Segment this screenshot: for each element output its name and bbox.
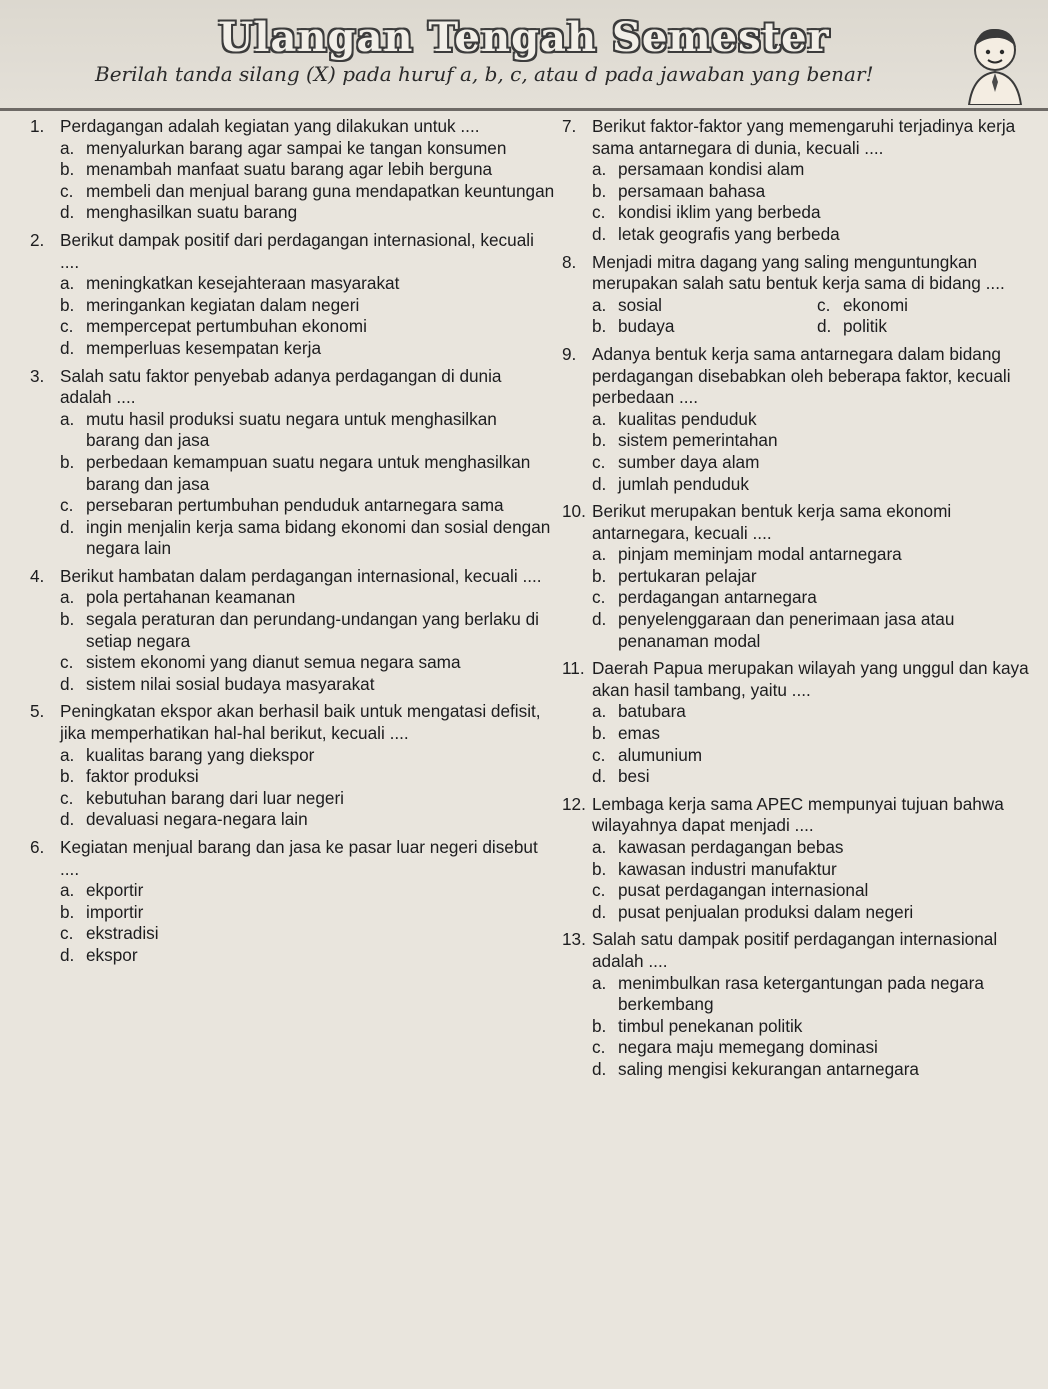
option-d[interactable] — [592, 609, 1042, 652]
option-a[interactable] — [60, 409, 555, 452]
option-c[interactable] — [60, 181, 555, 203]
option-letter: a. — [592, 544, 607, 565]
option-a[interactable] — [592, 973, 1042, 1016]
option-text: menyalurkan barang agar sampai ke tangan konsumen — [86, 137, 507, 158]
option-b[interactable] — [592, 316, 817, 338]
question-stem: Berikut dampak positif dari perdagangan internasional, kecuali .... — [60, 229, 534, 272]
question-number: 6. — [30, 837, 45, 857]
option-letter: a. — [592, 972, 607, 993]
option-b[interactable] — [60, 295, 555, 317]
question-number: 12. — [562, 793, 586, 814]
option-text: sumber daya alam — [618, 451, 760, 472]
option-text: kondisi iklim yang berbeda — [618, 202, 821, 223]
option-b[interactable] — [592, 1016, 1042, 1038]
boy-mascot-icon — [955, 20, 1035, 105]
question-12 — [562, 794, 1042, 924]
option-text: menghasilkan suatu barang — [86, 202, 298, 223]
question-13 — [562, 929, 1042, 1080]
option-d[interactable] — [60, 809, 555, 831]
option-c[interactable] — [592, 202, 1042, 224]
question-stem: Daerah Papua merupakan wilayah yang unggul dan kaya akan hasil tambang, yaitu .... — [592, 658, 1029, 700]
question-4 — [30, 566, 555, 696]
option-d[interactable] — [60, 945, 555, 967]
option-b[interactable] — [60, 902, 555, 924]
question-stem: Kegiatan menjual barang dan jasa ke pasar luar negeri disebut .... — [60, 837, 538, 879]
question-number: 3. — [30, 365, 45, 386]
option-text: ekportir — [86, 880, 144, 901]
option-letter: a. — [592, 837, 607, 857]
question-number: 7. — [562, 116, 577, 136]
options-grid — [592, 295, 1042, 338]
option-text: alumunium — [618, 744, 703, 765]
question-stem: Berikut hambatan dalam perdagangan internasional, kecuali .... — [60, 565, 542, 586]
option-c[interactable] — [592, 745, 1042, 767]
question-stem: Menjadi mitra dagang yang saling menguntungkan merupakan salah satu bentuk kerja sama di bidang .... — [592, 251, 1005, 294]
option-text: ingin menjalin kerja sama bidang ekonomi dan sosial dengan negara lain — [86, 516, 551, 559]
question-number: 11. — [562, 658, 585, 679]
option-a[interactable] — [60, 138, 555, 160]
option-c[interactable] — [592, 452, 1042, 474]
option-b[interactable] — [592, 566, 1042, 588]
option-text: perbedaan kemampuan suatu negara untuk menghasilkan barang dan jasa — [86, 451, 531, 494]
option-b[interactable] — [592, 859, 1042, 881]
option-letter: c. — [592, 1037, 606, 1058]
option-letter: c. — [60, 787, 74, 808]
option-letter: d. — [592, 609, 607, 630]
option-letter: a. — [60, 137, 75, 158]
option-c[interactable] — [60, 652, 555, 674]
option-letter: b. — [60, 901, 75, 922]
question-5 — [30, 701, 555, 831]
option-d[interactable] — [60, 517, 555, 560]
question-3 — [30, 366, 555, 560]
option-letter: c. — [592, 202, 606, 223]
option-c[interactable] — [60, 923, 555, 945]
option-text: importir — [86, 901, 144, 922]
option-a[interactable] — [592, 701, 1042, 723]
question-number: 5. — [30, 701, 45, 722]
option-c[interactable] — [817, 295, 1042, 317]
question-10 — [562, 501, 1042, 652]
option-text: jumlah penduduk — [618, 473, 749, 494]
option-letter: a. — [592, 294, 607, 315]
option-letter: b. — [60, 294, 75, 315]
option-letter: b. — [60, 766, 75, 787]
option-letter: a. — [592, 701, 607, 722]
option-letter: c. — [60, 923, 74, 944]
option-letter: c. — [60, 180, 74, 201]
question-number: 1. — [30, 116, 45, 136]
option-text: penyelenggaraan dan penerimaan jasa atau penanaman modal — [618, 609, 955, 651]
option-text: mempercepat pertumbuhan ekonomi — [86, 316, 367, 337]
option-text: pusat penjualan produksi dalam negeri — [618, 901, 914, 922]
option-text: timbul penekanan politik — [618, 1015, 803, 1036]
option-letter: c. — [60, 652, 74, 673]
option-text: menambah manfaat suatu barang agar lebih berguna — [86, 159, 493, 180]
option-c[interactable] — [60, 495, 555, 517]
option-d[interactable] — [592, 224, 1042, 246]
option-letter: c. — [817, 294, 831, 315]
question-6 — [30, 837, 555, 967]
option-a[interactable] — [60, 273, 555, 295]
option-letter: c. — [592, 744, 606, 765]
option-d[interactable] — [60, 674, 555, 696]
option-letter: a. — [60, 273, 75, 294]
option-d[interactable] — [592, 766, 1042, 788]
option-letter: a. — [592, 159, 607, 180]
option-text: mutu hasil produksi suatu negara untuk menghasilkan barang dan jasa — [86, 408, 497, 451]
option-letter: b. — [60, 609, 75, 630]
option-text: persebaran pertumbuhan penduduk antarnegara sama — [86, 495, 504, 516]
option-b[interactable] — [592, 430, 1042, 452]
option-letter: d. — [60, 944, 75, 965]
option-text: batubara — [618, 701, 686, 722]
option-text: persamaan bahasa — [618, 180, 766, 201]
question-stem: Berikut merupakan bentuk kerja sama ekonomi antarnegara, kecuali .... — [592, 501, 952, 543]
option-c[interactable] — [60, 316, 555, 338]
question-number: 2. — [30, 229, 45, 250]
option-a[interactable] — [592, 544, 1042, 566]
option-text: kualitas penduduk — [618, 408, 757, 429]
option-text: memperluas kesempatan kerja — [86, 337, 322, 358]
option-c[interactable] — [592, 587, 1042, 609]
option-text: sosial — [618, 294, 662, 315]
option-letter: d. — [60, 516, 75, 537]
question-9 — [562, 344, 1042, 495]
option-a[interactable] — [60, 587, 555, 609]
option-d[interactable] — [592, 1059, 1042, 1081]
question-stem: Lembaga kerja sama APEC mempunyai tujuan bahwa wilayahnya dapat menjadi .... — [592, 793, 1004, 836]
option-text: perdagangan antarnegara — [618, 587, 817, 608]
option-text: persamaan kondisi alam — [618, 159, 805, 180]
option-letter: d. — [592, 223, 607, 244]
option-a[interactable] — [60, 745, 555, 767]
option-letter: b. — [60, 159, 75, 180]
option-text: pola pertahanan keamanan — [86, 587, 296, 608]
option-d[interactable] — [817, 316, 1042, 338]
option-text: kebutuhan barang dari luar negeri — [86, 787, 344, 808]
option-text: ekonomi — [843, 294, 908, 315]
instruction-text: Berilah tanda silang (X) pada huruf a, b, c, atau d pada jawaban yang benar! — [95, 62, 874, 86]
option-letter: b. — [592, 565, 607, 586]
question-2 — [30, 230, 555, 360]
option-text: kualitas barang yang diekspor — [86, 744, 315, 765]
option-letter: c. — [592, 880, 606, 901]
option-text: budaya — [618, 316, 675, 337]
option-c[interactable] — [592, 880, 1042, 902]
option-d[interactable] — [60, 202, 555, 224]
option-text: pinjam meminjam modal antarnegara — [618, 544, 902, 565]
option-letter: a. — [592, 408, 607, 429]
option-letter: d. — [592, 766, 607, 787]
option-letter: c. — [60, 495, 74, 516]
option-letter: d. — [60, 673, 75, 694]
option-text: sistem nilai sosial budaya masyarakat — [86, 673, 375, 694]
option-text: faktor produksi — [86, 766, 199, 787]
option-letter: b. — [592, 430, 607, 451]
question-stem: Berikut faktor-faktor yang memengaruhi terjadinya kerja sama antarnegara di dunia, kecuali .... — [592, 116, 1016, 158]
option-text: sistem ekonomi yang dianut semua negara sama — [86, 652, 461, 673]
option-a[interactable] — [592, 409, 1042, 431]
question-number: 13. — [562, 929, 586, 950]
option-letter: a. — [60, 587, 75, 608]
question-1 — [30, 116, 555, 224]
option-text: emas — [618, 723, 661, 744]
option-d[interactable] — [60, 338, 555, 360]
option-letter: d. — [592, 901, 607, 922]
option-letter: b. — [592, 723, 607, 744]
option-d[interactable] — [592, 474, 1042, 496]
option-b[interactable] — [60, 609, 555, 652]
option-letter: d. — [60, 809, 75, 830]
questions-right-column — [562, 116, 1042, 1081]
option-b[interactable] — [592, 723, 1042, 745]
option-letter: b. — [60, 451, 75, 472]
option-letter: b. — [592, 858, 607, 879]
option-letter: b. — [592, 316, 607, 337]
option-text: ekspor — [86, 944, 138, 965]
option-text: menimbulkan rasa ketergantungan pada negara berkembang — [618, 972, 984, 1015]
option-a[interactable] — [592, 159, 1042, 181]
option-letter: a. — [60, 408, 75, 429]
option-text: devaluasi negara-negara lain — [86, 809, 308, 830]
option-text: segala peraturan dan perundang-undangan yang berlaku di setiap negara — [86, 609, 539, 651]
option-letter: d. — [592, 473, 607, 494]
option-text: besi — [618, 766, 650, 787]
option-text: ekstradisi — [86, 923, 159, 944]
option-text: kawasan perdagangan bebas — [618, 837, 844, 857]
option-a[interactable] — [592, 295, 817, 317]
option-letter: c. — [592, 451, 606, 472]
option-a[interactable] — [60, 880, 555, 902]
option-text: negara maju memegang dominasi — [618, 1037, 878, 1058]
questions-left-column — [30, 116, 555, 967]
option-letter: d. — [60, 337, 75, 358]
question-11 — [562, 658, 1042, 788]
question-stem: Adanya bentuk kerja sama antarnegara dalam bidang perdagangan disebabkan oleh beberapa faktor, kecuali perbedaan .... — [592, 343, 1011, 408]
option-text: letak geografis yang berbeda — [618, 223, 840, 244]
option-text: membeli dan menjual barang guna mendapatkan keuntungan — [86, 180, 555, 201]
option-b[interactable] — [60, 159, 555, 181]
option-letter: a. — [60, 880, 75, 901]
option-letter: a. — [60, 744, 75, 765]
option-letter: b. — [592, 1015, 607, 1036]
option-letter: c. — [592, 587, 606, 608]
option-text: kawasan industri manufaktur — [618, 858, 837, 879]
option-d[interactable] — [592, 902, 1042, 924]
option-b[interactable] — [60, 452, 555, 495]
option-c[interactable] — [60, 788, 555, 810]
option-text: politik — [843, 316, 887, 337]
option-letter: d. — [60, 202, 75, 223]
question-stem: Salah satu faktor penyebab adanya perdagangan di dunia adalah .... — [60, 365, 502, 408]
question-number: 4. — [30, 565, 45, 586]
option-letter: b. — [592, 180, 607, 201]
option-letter: d. — [592, 1058, 607, 1079]
worksheet-header — [0, 0, 1048, 111]
option-text: pusat perdagangan internasional — [618, 880, 869, 901]
option-b[interactable] — [60, 766, 555, 788]
question-stem: Salah satu dampak positif perdagangan internasional adalah .... — [592, 929, 998, 971]
option-letter: d. — [817, 316, 832, 337]
question-number: 8. — [562, 251, 577, 272]
page-title: Ulangan Tengah Semester — [218, 14, 830, 61]
question-8 — [562, 252, 1042, 338]
question-stem: Peningkatan ekspor akan berhasil baik untuk mengatasi defisit, jika memperhatikan hal-hal berikut, kecuali .... — [60, 701, 541, 744]
option-c[interactable] — [592, 1037, 1042, 1059]
option-text: saling mengisi kekurangan antarnegara — [618, 1058, 919, 1079]
question-7 — [562, 116, 1042, 246]
option-text: pertukaran pelajar — [618, 565, 757, 586]
option-text: meningkatkan kesejahteraan masyarakat — [86, 273, 400, 294]
option-a[interactable] — [592, 837, 1042, 859]
option-text: sistem pemerintahan — [618, 430, 778, 451]
question-number: 9. — [562, 343, 577, 364]
question-number: 10. — [562, 501, 586, 522]
option-text: meringankan kegiatan dalam negeri — [86, 294, 360, 315]
option-b[interactable] — [592, 181, 1042, 203]
option-letter: c. — [60, 316, 74, 337]
question-stem: Perdagangan adalah kegiatan yang dilakukan untuk .... — [60, 116, 480, 136]
